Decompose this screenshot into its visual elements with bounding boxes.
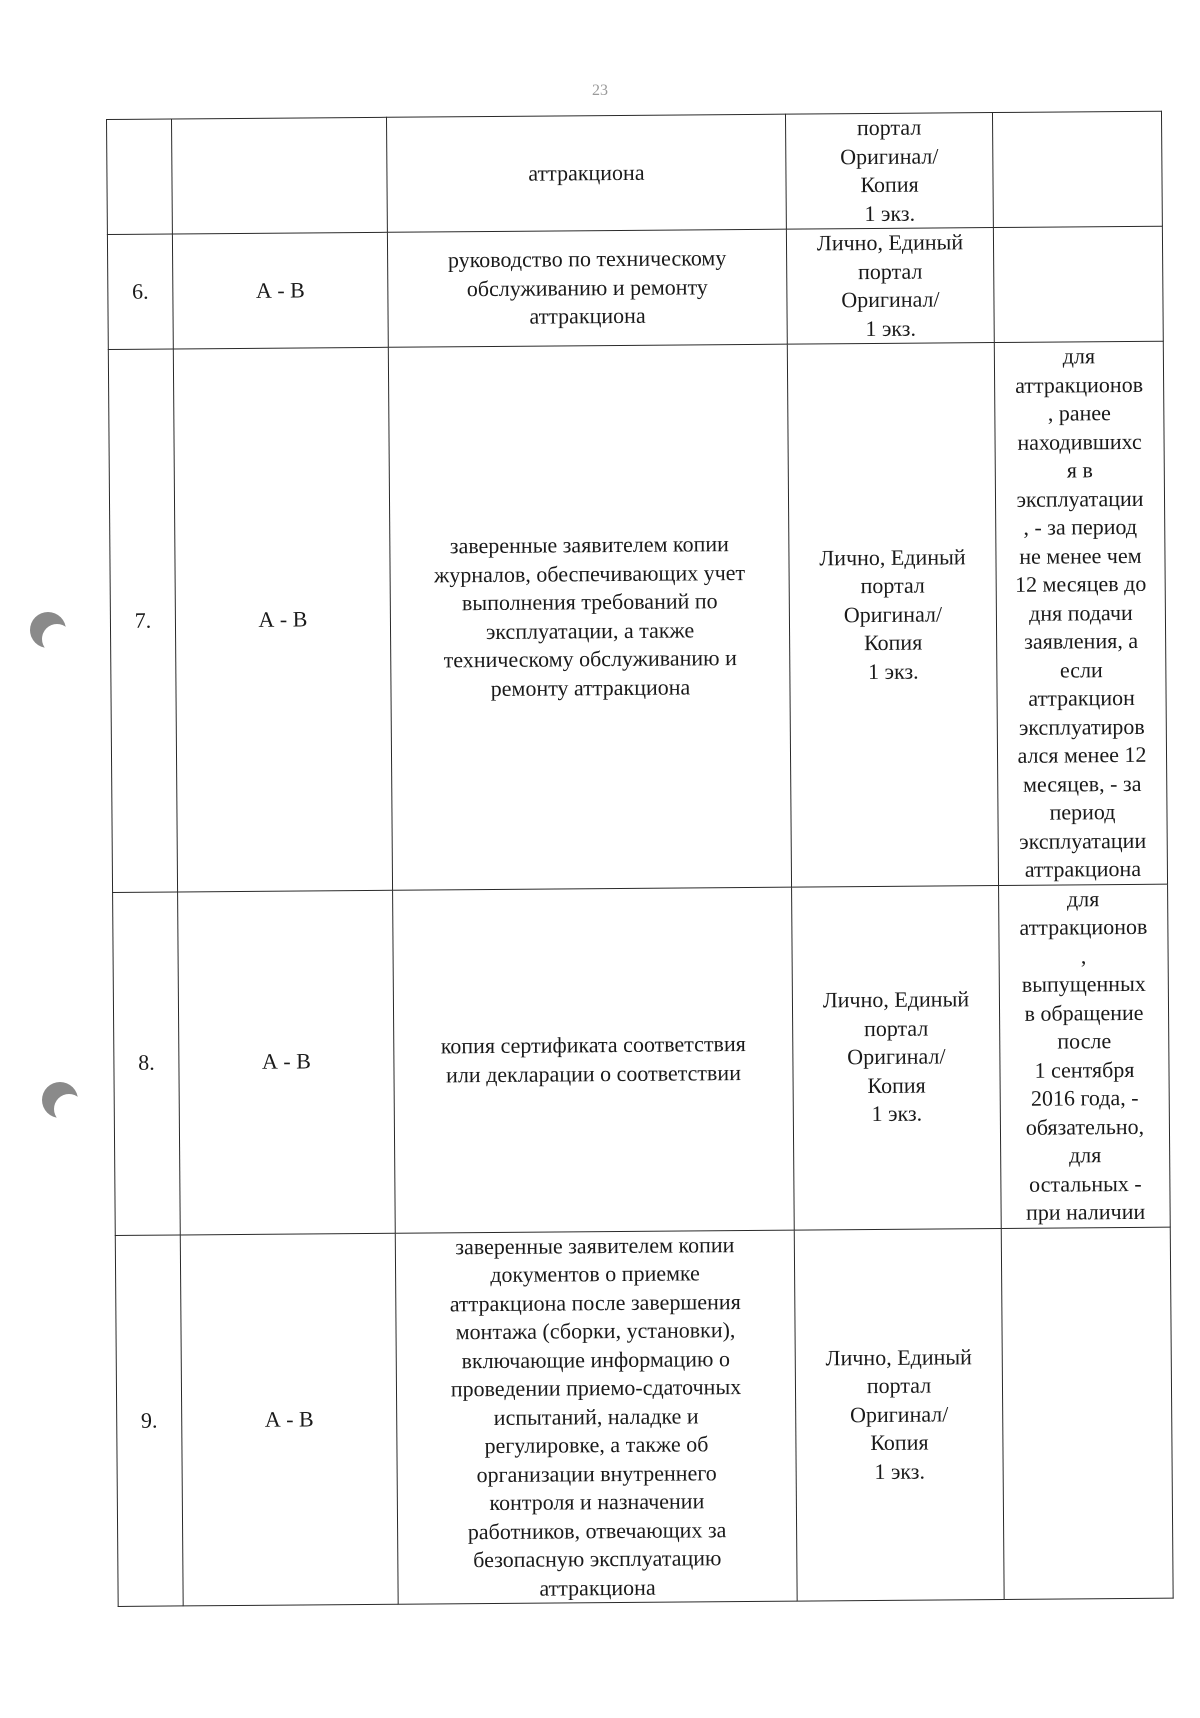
category-cell [172,117,388,234]
note-cell [999,884,1171,1228]
cell-text-line: аттракционов [1019,913,1148,940]
table-row [107,226,1163,349]
row-number-cell [115,1234,183,1606]
cell-text-line: , ранее [1047,400,1111,426]
cell-text-line: монтажа (сборки, установки), [455,1317,736,1345]
cell-text-line: выпущенных [1021,970,1146,997]
cell-text-line: для [1062,343,1096,369]
cell-text-line: Оригинал/ [840,142,939,169]
category-cell [172,232,388,349]
cell-text: А - В [264,1405,314,1432]
cell-text-line: или декларации о соответствии [446,1059,742,1087]
cell-text-line: 1 экз. [871,1100,923,1127]
cell-text-line: для [1066,885,1100,911]
cell-text: А - В [258,605,308,632]
cell-text-line: дня подачи [1028,599,1133,626]
cell-text-line: Оригинал/ [843,600,943,627]
cell-text-line: Лично, Единый [825,1343,972,1370]
document-name-cell [386,114,786,232]
cell-text-line: включающие информацию о [461,1345,731,1373]
note-cell [1001,1227,1173,1600]
cell-text-line: 1 экз. [865,315,917,341]
cell-text-line: аттракциона [528,159,645,186]
cell-text-line: 12 месяцев до [1014,570,1147,597]
cell-text-line: безопасную эксплуатацию [473,1545,722,1573]
cell-text: А - В [255,277,305,303]
table-body [107,111,1174,1606]
cell-text-line: в обращение [1024,999,1144,1026]
cell-text-line: Оригинал/ [847,1043,946,1070]
cell-text-line: аттракциона [1024,855,1142,882]
cell-text: 7. [134,607,152,633]
cell-text-line: находившихс [1017,428,1142,455]
cell-text-line: Лично, Единый [822,986,970,1013]
cell-text-line: эксплуатиров [1018,713,1145,740]
submission-method-cell [786,228,994,345]
cell-text-line: Копия [860,171,919,198]
cell-text-line: месяцев, - за [1022,770,1142,797]
cell-text: 6. [132,278,149,304]
cell-text-line: аттракциона [539,1574,656,1601]
note-cell [994,341,1167,885]
submission-method-cell [792,885,1002,1230]
cell-text-line: журналов, обеспечивающих учет [433,559,746,588]
cell-text-line: обслуживанию и ремонту [466,274,708,301]
cell-text-line: эксплуатации [1016,485,1144,512]
table-row [107,111,1163,234]
submission-method-cell [787,343,998,887]
cell-text-line: работников, отвечающих за [467,1516,727,1544]
cell-text-line: Лично, Единый [819,543,966,570]
punch-hole-mark [42,1082,78,1118]
cell-text-line: заявления, а [1024,627,1139,654]
cell-text-line: Копия [863,629,923,656]
document-name-cell [395,1230,797,1605]
cell-text: А - В [261,1048,311,1075]
cell-text-line: аттракцион [1028,684,1135,711]
cell-text-line: Копия [867,1072,926,1098]
document-name-cell [387,229,787,347]
cell-text: 8. [138,1049,155,1076]
cell-text-line: , [1080,942,1087,968]
cell-text-line: для [1068,1142,1102,1168]
cell-text-line: аттракциона после завершения [449,1288,741,1316]
cell-text-line: 1 экз. [867,658,919,684]
cell-text-line: испытаний, наладке и [493,1402,699,1430]
cell-text-line: документов о приемке [490,1260,700,1288]
cell-text-line: регулировке, а также об [484,1431,709,1459]
cell-text-line: 1 сентября [1034,1056,1135,1083]
row-number-cell [107,234,173,350]
cell-text-line: если [1059,656,1103,683]
category-cell [173,347,392,891]
documents-table [106,111,1174,1607]
cell-text-line: аттракциона [529,303,646,329]
cell-text-line: портал [860,572,925,599]
cell-text-line: проведении приемо-сдаточных [450,1374,742,1402]
cell-text-line: заверенные заявителем копии [455,1231,735,1259]
cell-text-line: копия сертификата соответствия [440,1031,746,1059]
note-cell [992,111,1162,227]
row-number-cell [108,349,177,892]
cell-text-line: аттракционов [1015,371,1144,398]
cell-text-line: Оригинал/ [841,286,940,313]
cell-text-line: обязательно, [1025,1113,1145,1140]
submission-method-cell [794,1228,1004,1601]
cell-text-line: Лично, Единый [816,229,964,256]
cell-text-line: Копия [870,1429,929,1456]
page-number: 23 [592,82,608,99]
cell-text-line: эксплуатации, а также [485,617,695,644]
table-row [115,1227,1173,1607]
cell-text-line: не менее чем [1019,542,1142,569]
cell-text: 9. [140,1407,158,1433]
cell-text-line: выполнения требований по [461,588,718,616]
cell-text-line: эксплуатации [1019,827,1147,854]
cell-text-line: 2016 года, - [1030,1084,1139,1111]
cell-text-line: руководство по техническому [447,245,727,273]
cell-text-line: портал [857,258,923,284]
document-name-cell [393,887,795,1233]
table-row [113,884,1171,1235]
cell-text-line: при наличии [1025,1198,1146,1225]
cell-text-line: заверенные заявителем копии [449,531,729,559]
cell-text-line: ремонту аттракциона [490,674,691,701]
row-number-cell [107,119,173,235]
cell-text-line: портал [856,114,922,141]
cell-text-line: портал [866,1372,932,1399]
cell-text-line: период [1049,799,1116,825]
cell-text-line: техническому обслуживанию и [443,645,737,673]
cell-text-line: портал [863,1015,929,1041]
cell-text-line: 1 экз. [874,1458,926,1484]
cell-text-line: остальных - [1029,1170,1142,1197]
note-cell [993,226,1163,342]
cell-text-line: организации внутреннего [476,1459,717,1487]
cell-text-line: контроля и назначении [489,1488,705,1516]
cell-text-line: 1 экз. [864,200,916,226]
cell-text-line: Оригинал/ [849,1400,949,1427]
table-row [108,341,1167,892]
row-number-cell [113,891,181,1234]
submission-method-cell [785,113,993,230]
punch-hole-mark [30,612,66,648]
cell-text-line: , - за период [1023,513,1138,540]
document-name-cell [388,344,791,890]
cell-text-line: после [1057,1028,1112,1054]
category-cell [178,890,396,1235]
cell-text-line: я в [1066,457,1093,483]
category-cell [180,1233,398,1606]
cell-text-line: ался менее 12 [1017,741,1147,768]
